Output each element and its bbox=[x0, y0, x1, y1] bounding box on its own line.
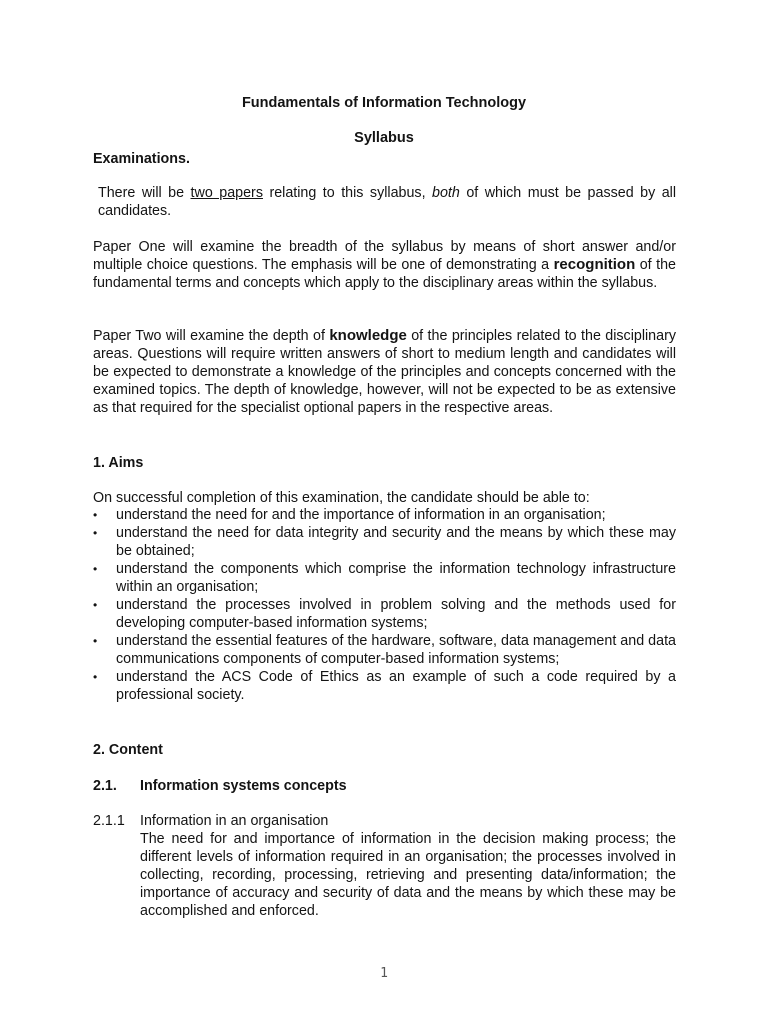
aim-text: understand the need for data integrity and security and the means by which these may be obtained; bbox=[116, 525, 676, 559]
content-heading: 2. Content bbox=[93, 742, 163, 758]
aim-text: understand the ACS Code of Ethics as an example of such a code required by a professional society. bbox=[116, 669, 676, 703]
section-title: Information systems concepts bbox=[140, 778, 347, 794]
paper-two-paragraph bbox=[93, 327, 676, 417]
paper-one-paragraph bbox=[93, 238, 676, 292]
bullet-icon: • bbox=[93, 598, 98, 612]
list-item bbox=[93, 596, 676, 632]
subsection-title: Information in an organisation bbox=[140, 813, 329, 829]
section-number: 2.1. bbox=[93, 778, 117, 794]
list-item bbox=[93, 632, 676, 668]
bullet-icon: • bbox=[93, 670, 98, 684]
examinations-heading: Examinations. bbox=[93, 151, 190, 167]
list-item bbox=[93, 560, 676, 596]
paper-one-text-2: of the fundamental terms and concepts which apply to the disciplinary areas within the syllabus. bbox=[93, 257, 677, 291]
aims-list bbox=[93, 506, 676, 704]
intro-text-3: of which must be passed by all candidates. bbox=[98, 185, 677, 219]
paper-one-emphasis: recognition bbox=[553, 256, 636, 273]
document-subtitle: Syllabus bbox=[354, 130, 414, 146]
intro-paragraph bbox=[98, 184, 676, 220]
bullet-icon: • bbox=[93, 508, 98, 522]
aim-text: understand the need for and the importance of information in an organisation; bbox=[116, 507, 606, 523]
bullet-icon: • bbox=[93, 562, 98, 576]
aim-text: understand the essential features of the hardware, software, data management and data communications components of computer-based information systems; bbox=[116, 633, 676, 667]
paper-two-text-2: of the principles related to the disciplinary areas. Questions will require written answers of short to medium length and candidates will be expected to demonstrate a knowledge of the principles and concepts concerned with the examined topics. The depth of knowledge, however, will not be expected to be as extensive as that required for the specialist optional papers in the respective areas. bbox=[93, 328, 676, 416]
intro-italic: both bbox=[432, 185, 460, 201]
aims-heading: 1. Aims bbox=[93, 455, 144, 471]
page-number: 1 bbox=[380, 966, 388, 981]
list-item bbox=[93, 506, 676, 524]
paper-two-emphasis: knowledge bbox=[329, 327, 407, 344]
intro-text-2: relating to this syllabus, bbox=[262, 185, 433, 201]
list-item bbox=[93, 668, 676, 704]
aim-text: understand the processes involved in problem solving and the methods used for developing computer-based information systems; bbox=[116, 597, 676, 631]
intro-text-1: There will be bbox=[98, 185, 191, 201]
aims-intro: On successful completion of this examination, the candidate should be able to: bbox=[93, 490, 590, 506]
bullet-icon: • bbox=[93, 526, 98, 540]
subsection-number: 2.1.1 bbox=[93, 813, 125, 829]
bullet-icon: • bbox=[93, 634, 98, 648]
paper-two-text-1: Paper Two will examine the depth of bbox=[93, 328, 330, 344]
document-title: Fundamentals of Information Technology bbox=[241, 95, 527, 111]
paper-one-text-1: Paper One will examine the breadth of the syllabus by means of short answer and/or multiple choice questions. The emphasis will be one of demonstrating a bbox=[93, 239, 676, 273]
intro-underlined: two papers bbox=[190, 185, 263, 201]
subsection-body: The need for and importance of information in the decision making process; the different levels of information required in an organisation; the processes involved in collecting, recording, processing, retrieving and presenting data/information; the importance of accuracy and security of data and the means by which these may be accomplished and enforced. bbox=[140, 831, 676, 919]
aim-text: understand the components which comprise the information technology infrastructure within an organisation; bbox=[116, 561, 676, 595]
list-item bbox=[93, 524, 676, 560]
